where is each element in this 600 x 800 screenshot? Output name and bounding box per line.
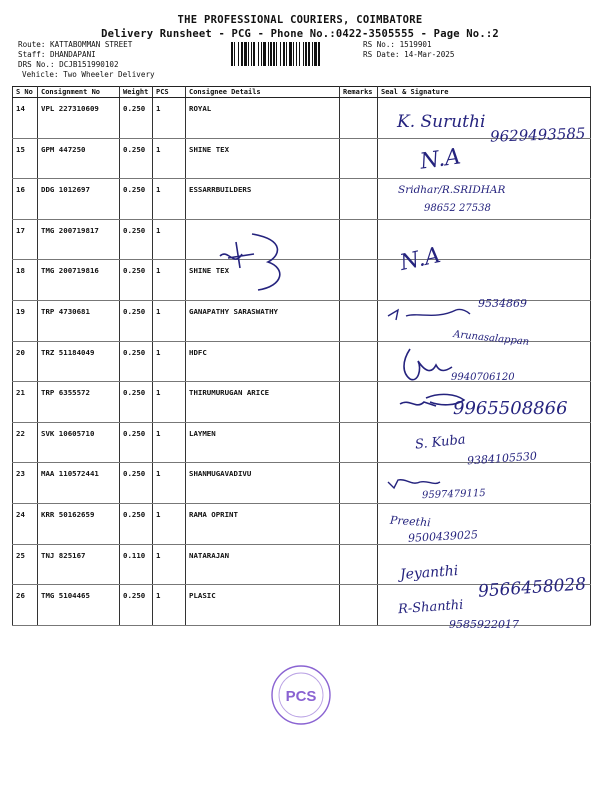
cell-pcs: 1: [153, 138, 186, 179]
cell-consignment: TMG 200719816: [38, 260, 120, 301]
cell-consignee: RAMA OPRINT: [186, 503, 340, 544]
cell-remarks: [340, 585, 378, 626]
cell-weight: 0.250: [120, 260, 153, 301]
cell-consignment: TRP 4730681: [38, 300, 120, 341]
sig-25-name: Jeyanthi: [399, 562, 459, 584]
meta-right: [363, 40, 454, 60]
page-title: THE PROFESSIONAL COURIERS, COIMBATORE: [177, 14, 423, 26]
cell-remarks: [340, 179, 378, 220]
table-row: [13, 503, 591, 544]
cell-pcs: 1: [153, 422, 186, 463]
cell-weight: 0.250: [120, 138, 153, 179]
col-signature: Seal & Signature: [378, 87, 591, 98]
cell-weight: 0.250: [120, 463, 153, 504]
cell-weight: 0.250: [120, 300, 153, 341]
cell-consignment: KRR 50162659: [38, 503, 120, 544]
sig-22-name: S. Kuba: [414, 432, 467, 453]
cell-consignee: NATARAJAN: [186, 544, 340, 585]
cell-remarks: [340, 260, 378, 301]
cell-consignee: SHINE TEX: [186, 260, 340, 301]
cell-pcs: 1: [153, 98, 186, 139]
sig-23-phone: 9597479115: [421, 487, 486, 502]
sig-19-name: Arunasalappan: [452, 329, 530, 348]
col-sno: S No: [13, 87, 38, 98]
cell-consignment: GPM 447250: [38, 138, 120, 179]
cell-weight: 0.250: [120, 585, 153, 626]
cell-pcs: 1: [153, 382, 186, 423]
cell-consignee: SHINE TEX: [186, 138, 340, 179]
cell-weight: 0.250: [120, 503, 153, 544]
table-row: [13, 463, 591, 504]
cell-remarks: [340, 544, 378, 585]
cell-remarks: [340, 341, 378, 382]
cell-pcs: 1: [153, 503, 186, 544]
cell-consignee: GANAPATHY SARASWATHY: [186, 300, 340, 341]
rs-number: RS No.: 1519901: [363, 40, 432, 49]
cell-consignment: TRZ 51184049: [38, 341, 120, 382]
col-consignment: Consignment No: [38, 87, 120, 98]
table-row: [13, 219, 591, 260]
cell-consignment: TMG 5104465: [38, 585, 120, 626]
cell-remarks: [340, 219, 378, 260]
cell-pcs: 1: [153, 341, 186, 382]
cell-sno: 19: [13, 300, 38, 341]
cell-sno: 20: [13, 341, 38, 382]
cell-remarks: [340, 300, 378, 341]
sig-21-scribble: [396, 390, 476, 418]
cell-weight: 0.110: [120, 544, 153, 585]
sig-26-phone: 9585922017: [449, 618, 519, 631]
cell-consignee: ESSARRBUILDERS: [186, 179, 340, 220]
route-label: Route: KATTABOMMAN STREET: [18, 40, 133, 49]
cell-sno: 26: [13, 585, 38, 626]
cell-signature: [378, 138, 591, 179]
cell-consignment: TRP 6355572: [38, 382, 120, 423]
barcode: [231, 42, 359, 66]
cell-pcs: 1: [153, 300, 186, 341]
cell-sno: 21: [13, 382, 38, 423]
cell-remarks: [340, 98, 378, 139]
stamp-text: PCS: [285, 688, 317, 705]
sig-16-name: Sridhar/R.SRIDHAR: [398, 184, 506, 196]
col-remarks: Remarks: [340, 87, 378, 98]
runsheet-table: [12, 86, 591, 626]
cell-sno: 17: [13, 219, 38, 260]
sig-14-name: K. Suruthi: [397, 112, 486, 132]
cell-consignment: TNJ 825167: [38, 544, 120, 585]
sig-19-scribble: [384, 302, 474, 326]
cell-pcs: 1: [153, 585, 186, 626]
sig-26-name: R-Shanthi: [397, 597, 464, 618]
cell-weight: 0.250: [120, 422, 153, 463]
cell-consignment: DDG 1012697: [38, 179, 120, 220]
cell-weight: 0.250: [120, 382, 153, 423]
cell-remarks: [340, 138, 378, 179]
cell-consignment: SVK 10605710: [38, 422, 120, 463]
sig-18: N.A: [397, 243, 443, 276]
cell-pcs: 1: [153, 544, 186, 585]
cell-remarks: [340, 422, 378, 463]
table-header-row: [13, 87, 591, 98]
cell-pcs: 1: [153, 463, 186, 504]
cell-remarks: [340, 382, 378, 423]
cell-consignment: MAA 110572441: [38, 463, 120, 504]
cell-consignee: ROYAL: [186, 98, 340, 139]
cell-consignee: HDFC: [186, 341, 340, 382]
sig-21-phone: 9965508866: [453, 398, 568, 419]
meta-left: [18, 40, 155, 80]
cell-consignee: PLASIC: [186, 585, 340, 626]
sig-17-scribble: [190, 228, 300, 298]
vehicle-label: Vehicle: Two Wheeler Delivery: [22, 70, 155, 79]
page-subtitle: Delivery Runsheet - PCG - Phone No.:0422-3505555 - Page No.:2: [101, 28, 499, 40]
cell-consignment: VPL 227310609: [38, 98, 120, 139]
col-pcs: PCS: [153, 87, 186, 98]
cell-sno: 18: [13, 260, 38, 301]
cell-consignment: TMG 200719817: [38, 219, 120, 260]
cell-remarks: [340, 503, 378, 544]
cell-sno: 23: [13, 463, 38, 504]
staff-label: Staff: DHANDAPANI: [18, 50, 96, 59]
sig-23-scribble: [384, 474, 444, 492]
sig-14-phone: 9629493585: [489, 124, 586, 146]
cell-consignee: SHANMUGAVADIVU: [186, 463, 340, 504]
cell-consignee: LAYMEN: [186, 422, 340, 463]
cell-weight: 0.250: [120, 98, 153, 139]
col-weight: Weight: [120, 87, 153, 98]
sig-15: N.A: [418, 144, 463, 175]
cell-sno: 16: [13, 179, 38, 220]
cell-sno: 24: [13, 503, 38, 544]
cell-consignee: THIRUMURUGAN ARICE: [186, 382, 340, 423]
cell-pcs: 1: [153, 260, 186, 301]
sig-20-scribble: [396, 343, 456, 385]
rs-date: RS Date: 14-Mar-2025: [363, 50, 455, 59]
cell-weight: 0.250: [120, 341, 153, 382]
drs-label: DRS No.: DCJB151990102: [18, 60, 119, 69]
table-row: [13, 544, 591, 585]
cell-sno: 15: [13, 138, 38, 179]
cell-sno: 25: [13, 544, 38, 585]
pcs-stamp: [268, 662, 334, 728]
cell-sno: 14: [13, 98, 38, 139]
sig-20-phone: 9940706120: [451, 372, 515, 383]
sig-24-name: Preethi: [389, 513, 432, 530]
sig-19-num: 9534869: [478, 297, 527, 310]
sig-24-phone: 9500439025: [407, 528, 479, 545]
cell-remarks: [340, 463, 378, 504]
cell-pcs: 1: [153, 219, 186, 260]
cell-weight: 0.250: [120, 219, 153, 260]
table-row: [13, 260, 591, 301]
cell-sno: 22: [13, 422, 38, 463]
cell-pcs: 1: [153, 179, 186, 220]
sig-22-phone: 9384105530: [466, 449, 538, 468]
col-consignee: Consignee Details: [186, 87, 340, 98]
sig-16-phone: 98652 27538: [424, 203, 491, 214]
sig-25-phone: 9566458028: [477, 574, 587, 602]
cell-weight: 0.250: [120, 179, 153, 220]
